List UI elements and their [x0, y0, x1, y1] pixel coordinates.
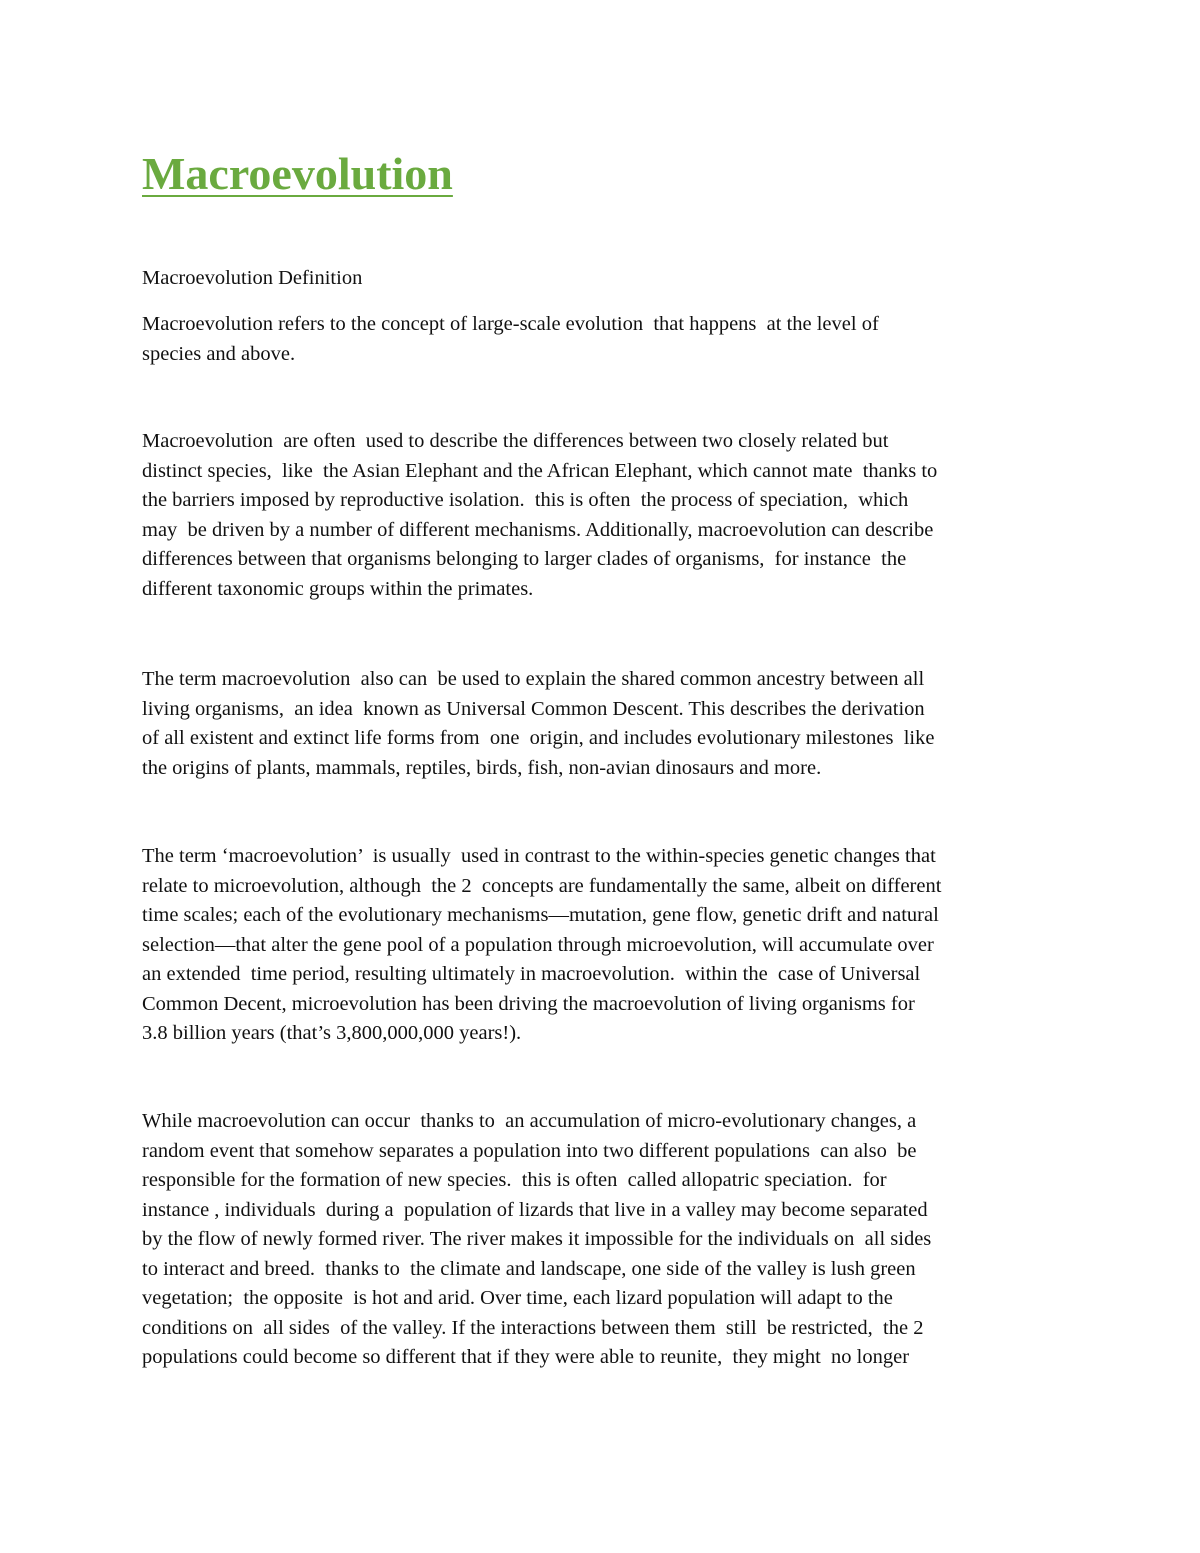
section-heading-text: Macroevolution Definition	[142, 267, 363, 289]
paragraph-line: selection—that alter the gene pool of a population through microevolution, will accumulate over	[142, 933, 934, 956]
paragraph-line: differences between that organisms belonging to larger clades of organisms, for instance the	[142, 548, 907, 570]
paragraph-line: time scales; each of the evolutionary mechanisms—mutation, gene flow, genetic drift and natural	[142, 904, 939, 926]
paragraph-line: an extended time period, resulting ultimately in macroevolution. within the case of Universal	[142, 963, 921, 985]
paragraph-speciation	[142, 427, 1072, 604]
paragraph-line: responsible for the formation of new species. this is often called allopatric speciation. for	[142, 1169, 887, 1191]
paragraph-line: 3.8 billion years (that’s 3,800,000,000 years!).	[142, 1022, 522, 1044]
paragraph-line: conditions on all sides of the valley. If the interactions between them still be restricted, the 2	[142, 1316, 924, 1339]
paragraph-microevolution	[142, 842, 1072, 1049]
paragraph-line: Common Decent, microevolution has been driving the macroevolution of living organisms for	[142, 992, 915, 1015]
paragraph-line: living organisms, an idea known as Universal Common Descent. This describes the derivation	[142, 697, 925, 720]
paragraph-line: instance , individuals during a population of lizards that live in a valley may become separated	[142, 1198, 928, 1221]
paragraph-line: The term ‘macroevolution’ is usually used in contrast to the within-species genetic changes that	[142, 845, 936, 867]
paragraph-line: Macroevolution refers to the concept of large-scale evolution that happens at the level of	[142, 313, 879, 335]
paragraph-line: populations could become so different that if they were able to reunite, they might no longer	[142, 1346, 910, 1368]
paragraph-line: While macroevolution can occur thanks to an accumulation of micro-evolutionary changes, a	[142, 1110, 917, 1132]
paragraph-line: The term macroevolution also can be used to explain the shared common ancestry between all	[142, 668, 925, 690]
paragraph-line: distinct species, like the Asian Elephant and the African Elephant, which cannot mate thanks to	[142, 459, 938, 482]
paragraph-line: the barriers imposed by reproductive isolation. this is often the process of speciation, which	[142, 489, 909, 511]
paragraph-definition	[142, 310, 1072, 369]
paragraph-line: different taxonomic groups within the primates.	[142, 577, 534, 600]
paragraph-line: random event that somehow separates a population into two different populations can also be	[142, 1139, 917, 1162]
paragraph-line: vegetation; the opposite is hot and arid. Over time, each lizard population will adapt to the	[142, 1287, 893, 1309]
section-heading	[142, 264, 1072, 294]
paragraph-line: of all existent and extinct life forms from one origin, and includes evolutionary milestones like	[142, 727, 935, 749]
paragraph-line: may be driven by a number of different mechanisms. Additionally, macroevolution can describe	[142, 518, 934, 541]
paragraph-line: relate to microevolution, although the 2 concepts are fundamentally the same, albeit on different	[142, 874, 942, 897]
paragraph-line: to interact and breed. thanks to the climate and landscape, one side of the valley is lush green	[142, 1257, 916, 1280]
page-title: Macroevolution	[142, 148, 453, 199]
paragraph-line: by the flow of newly formed river. The river makes it impossible for the individuals on all sides	[142, 1228, 932, 1250]
paragraph-line: species and above.	[142, 342, 296, 365]
paragraph-common-descent	[142, 665, 1072, 783]
paragraph-line: the origins of plants, mammals, reptiles, birds, fish, non-avian dinosaurs and more.	[142, 756, 822, 779]
paragraph-line: Macroevolution are often used to describe the differences between two closely related but	[142, 430, 889, 452]
paragraph-allopatric	[142, 1107, 1072, 1373]
